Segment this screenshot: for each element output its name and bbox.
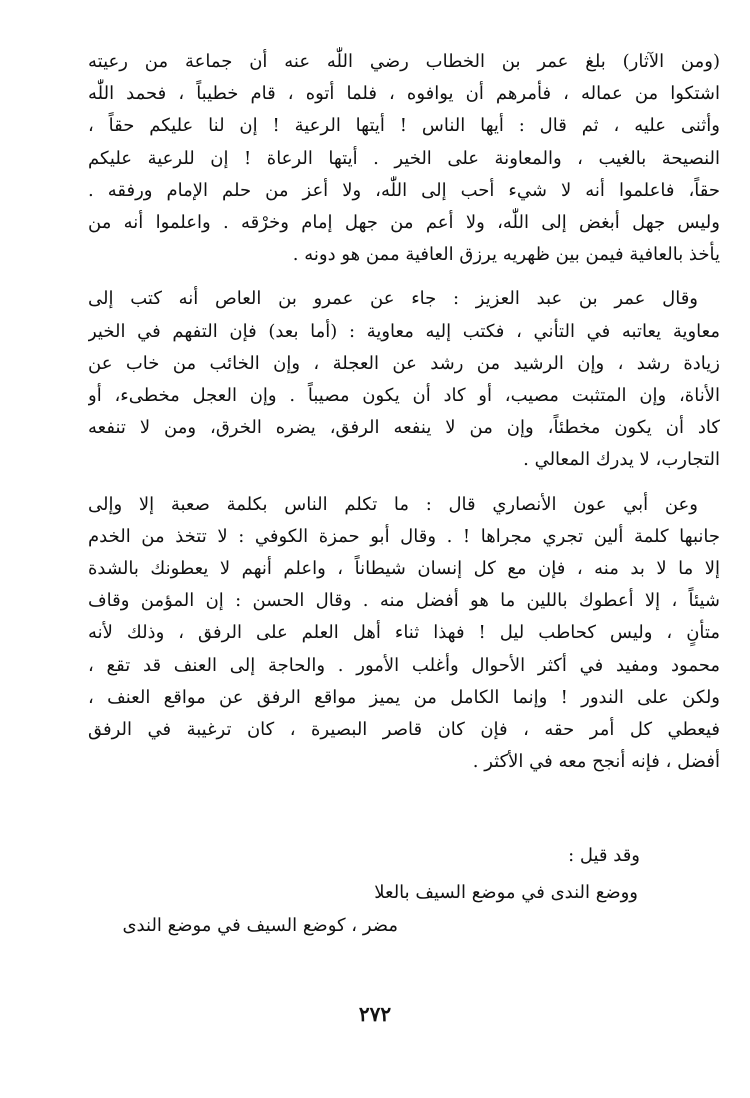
text-line: فيعطي كل أمر حقه ، فإن كان قاصر البصيرة ، كان ترغيبة في الرفق <box>88 719 720 741</box>
text-line: اشتكوا من عماله ، فأمرهم أن يوافوه ، فلما أتوه ، قام خطيباً ، فحمد اللّٰه <box>88 83 720 105</box>
verse-first-hemistich: ووضع الندى في موضع السيف بالعلا <box>374 882 638 903</box>
text-line: (ومن الآثار) بلغ عمر بن الخطاب رضي اللّٰه عنه أن جماعة من رعيته <box>88 51 720 72</box>
text-line: إلا ما لا بد منه ، فإن مع كل إنسان شيطاناً ، واعلم أنهم لا يعطونك بالشدة <box>88 558 720 580</box>
text-line: معاوية يعاتبه في التأني ، فكتب إليه معاوية : (أما بعد) فإن التفهم في الخير <box>88 320 720 342</box>
text-line: أفضل ، فإنه أنجح معه في الأكثر . <box>472 751 720 773</box>
verse-intro: وقد قيل : <box>568 845 640 866</box>
text-line: وقال عمر بن عبد العزيز : جاء عن عمرو بن العاص أنه كتب إلى <box>88 288 698 310</box>
text-line: محمود ومفيد في أكثر الأحوال وأغلب الأمور . والحاجة إلى العنف قد تقع ، <box>88 654 720 676</box>
text-line: وعن أبي عون الأنصاري قال : ما تكلم الناس بكلمة صعبة إلا وإلى <box>88 493 698 515</box>
page-number: ٢٧٢ <box>358 1002 392 1026</box>
text-line: النصيحة بالغيب ، والمعاونة على الخير . أيتها الرعاة ! إن للرعية عليكم <box>88 147 720 169</box>
body-text <box>88 46 720 778</box>
verse-second-hemistich: مضر ، كوضع السيف في موضع الندى <box>122 915 398 936</box>
text-line: وليس جهل أبغض إلى اللّٰه، ولا أعم من جهل إمام وخرْقه . واعلموا أنه من <box>88 212 720 234</box>
paragraph-1 <box>88 46 720 271</box>
text-line: ولكن على الندور ! وإنما الكامل من يميز مواقع الرفق عن مواقع العنف ، <box>88 686 720 708</box>
text-line: جانبها كلمة ألين تجري مجراها ! . وقال أبو حمزة الكوفي : لا تتخذ من الخدم <box>88 525 720 547</box>
text-line: كاد أن يكون مخطئاً، وإن من لا ينفعه الرفق، يضره الخرق، ومن لا تنفعه <box>88 417 720 439</box>
text-line: متأنٍ ، وليس كحاطب ليل ! فهذا ثناء أهل العلم على الرفق ، وذلك لأنه <box>88 622 720 644</box>
text-line: حقاً، فاعلموا أنه لا شيء أحب إلى اللّٰه، ولا أعز من حلم الإمام ورفقه . <box>88 179 720 201</box>
text-line: يأخذ بالعافية فيمن بين ظهريه يرزق العافية ممن هو دونه . <box>292 244 720 266</box>
text-line: شيئاً ، إلا أعطوك باللين ما هو أفضل منه . وقال الحسن : إن المؤمن وقاف <box>88 590 720 612</box>
text-line: التجارب، لا يدرك المعالي . <box>523 449 720 471</box>
paragraph-2 <box>88 283 720 476</box>
paragraph-3 <box>88 489 720 779</box>
text-line: زيادة رشد ، وإن الرشيد من رشد عن العجلة ، وإن الخائب من خاب عن <box>88 352 720 374</box>
text-line: الأناة، وإن المتثبت مصيب، أو كاد أن يكون مصيباً . وإن العجل مخطىء، أو <box>88 385 720 407</box>
text-line: وأثنى عليه ، ثم قال : أيها الناس ! أيتها الرعية ! إن لنا عليكم حقاً ، <box>88 115 720 137</box>
